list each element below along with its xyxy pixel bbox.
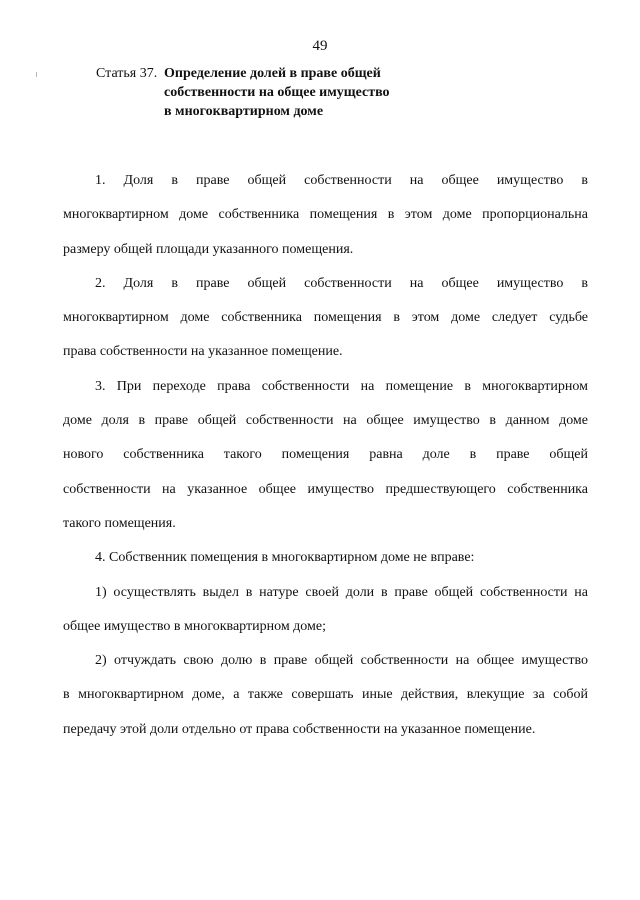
article-number: Статья 37.: [96, 66, 158, 81]
paragraph-line: такого помещения.: [63, 515, 176, 531]
subparagraph-1: [63, 576, 588, 645]
article-title-line: собственности на общее имущество: [164, 85, 390, 100]
article-heading: [96, 64, 516, 121]
paragraph-2: [63, 267, 588, 370]
margin-mark: [36, 72, 37, 77]
paragraph-3: [63, 370, 588, 541]
paragraph-line: доме доля в праве общей собственности на общее имущество в данном доме: [63, 413, 588, 429]
subparagraph-2: [63, 644, 588, 747]
paragraph-line: общее имущество в многоквартирном доме;: [63, 618, 326, 634]
article-heading-line: [96, 64, 516, 83]
paragraph-line: многоквартирном доме собственника помещения в этом доме следует судьбе: [63, 310, 588, 326]
paragraph-line: 1) осуществлять выдел в натуре своей доли в праве общей собственности на: [95, 584, 588, 600]
paragraph-1: [63, 164, 588, 267]
page-number: 49: [312, 38, 328, 54]
article-title-line: Определение долей в праве общей: [164, 66, 381, 81]
paragraph-line: 2. Доля в праве общей собственности на общее имущество в: [95, 275, 588, 291]
paragraph-line: нового собственника такого помещения равна доле в праве общей: [63, 447, 588, 463]
paragraph-line: 3. При переходе права собственности на помещение в многоквартирном: [95, 378, 588, 394]
paragraph-4: [63, 541, 588, 575]
paragraph-line: права собственности на указанное помещение.: [63, 344, 343, 360]
paragraph-line: передачу этой доли отдельно от права собственности на указанное помещение.: [63, 721, 536, 737]
article-body: [63, 164, 588, 747]
paragraph-line: размеру общей площади указанного помещения.: [63, 241, 354, 257]
paragraph-line: в многоквартирном доме, а также совершать иные действия, влекущие за собой: [63, 687, 588, 703]
paragraph-line: собственности на указанное общее имущество предшествующего собственника: [63, 481, 588, 497]
paragraph-line: 2) отчуждать свою долю в праве общей собственности на общее имущество: [95, 653, 588, 669]
paragraph-line: 1. Доля в праве общей собственности на общее имущество в: [95, 173, 588, 188]
article-title-line: в многоквартирном доме: [164, 104, 324, 119]
paragraph-line: многоквартирном доме собственника помещения в этом доме пропорциональна: [63, 207, 588, 223]
paragraph-line: 4. Собственник помещения в многоквартирном доме не вправе:: [95, 550, 475, 566]
